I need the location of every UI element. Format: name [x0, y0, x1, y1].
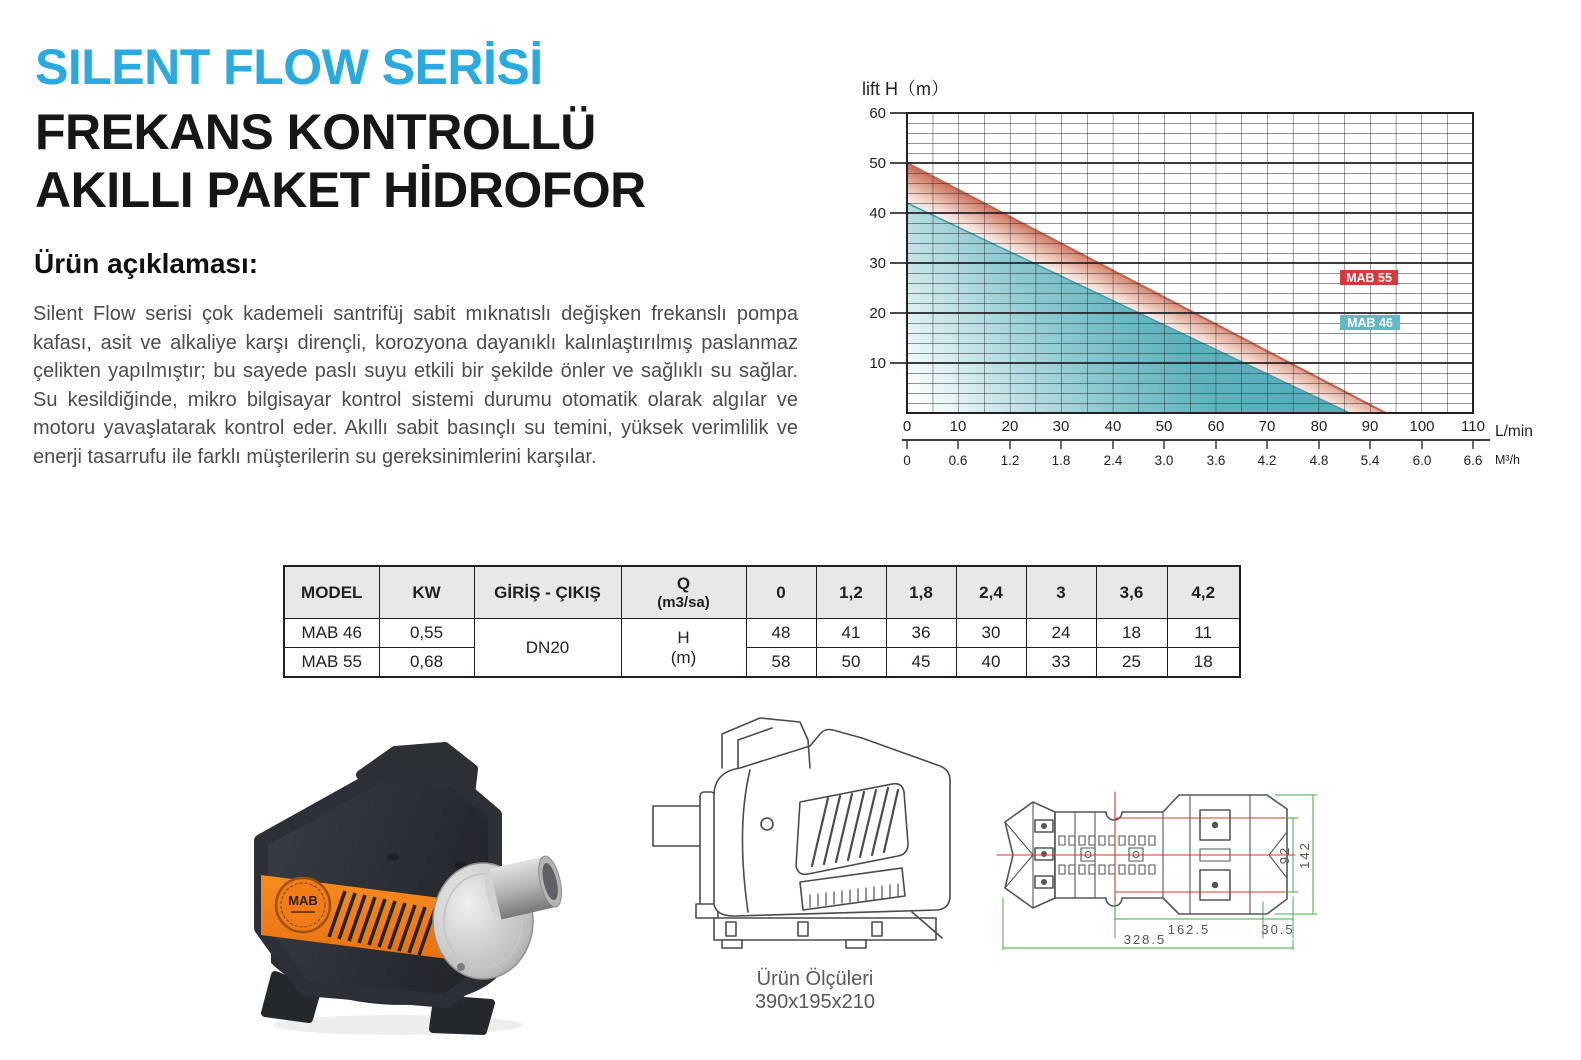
chart-grid: [907, 113, 1473, 413]
dimension-label-pump-length: 162.5: [1167, 922, 1211, 937]
col-header-flow: 3: [1026, 566, 1096, 619]
value-cell: 33: [1026, 648, 1096, 678]
table-header-row: [284, 566, 1240, 619]
x-tick-m3h: 1.8: [1051, 453, 1071, 468]
product-photo-svg: [243, 723, 563, 1043]
x-tick-lmin: 60: [1207, 418, 1225, 435]
y-tick: 20: [869, 305, 886, 322]
kw-cell: 0,68: [379, 648, 474, 678]
y-tick: 60: [869, 105, 886, 122]
inlet-pipe: [653, 806, 703, 846]
dimension-label-total-length: 328.5: [1123, 932, 1167, 947]
value-cell: 40: [956, 648, 1026, 678]
y-tick: 40: [869, 205, 886, 222]
x-tick-m3h: 5.4: [1360, 453, 1380, 468]
col-header-model: MODEL: [284, 566, 379, 619]
value-cell: 45: [886, 648, 956, 678]
drawing-caption-title: Ürün Ölçüleri: [756, 968, 874, 990]
x-tick-m3h: 2.4: [1103, 453, 1123, 468]
x-tick-lmin: 10: [949, 418, 967, 435]
x-axis-lmin: [903, 418, 1485, 435]
x-tick-lmin: 0: [902, 418, 912, 435]
x-tick-m3h: 3.0: [1154, 453, 1174, 468]
dimension-label-inner-width: 92: [1277, 845, 1292, 865]
value-cell: 30: [956, 619, 1026, 648]
value-cell: 25: [1096, 648, 1167, 678]
x-tick-m3h: 0: [903, 453, 911, 468]
y-tick: 30: [869, 255, 886, 272]
technical-drawing-bottom: [995, 752, 1340, 957]
col-header-kw: KW: [379, 566, 474, 619]
x-tick-lmin: 100: [1409, 418, 1435, 435]
y-tick: 50: [869, 155, 886, 172]
table-row-mab46: [284, 619, 1240, 648]
model-cell: MAB 55: [284, 648, 379, 678]
x-tick-m3h: 4.8: [1309, 453, 1329, 468]
x-tick-lmin: 90: [1361, 418, 1379, 435]
x-tick-m3h: 6.0: [1412, 453, 1432, 468]
x-tick-lmin: 40: [1104, 418, 1122, 435]
bolt-hole: [387, 854, 399, 861]
value-cell: 50: [816, 648, 886, 678]
x-tick-m3h: 4.2: [1257, 453, 1277, 468]
x-tick-m3h: 1.2: [1000, 453, 1020, 468]
description-heading: Ürün açıklaması:: [34, 248, 259, 279]
product-photo: [243, 723, 563, 1043]
value-cell: 24: [1026, 619, 1096, 648]
mab-logo-text: MAB: [288, 893, 318, 908]
value-cell: 36: [886, 619, 956, 648]
base-plate: [714, 918, 936, 940]
x-tick-m3h: 3.6: [1206, 453, 1226, 468]
product-title-line2: AKILLI PAKET HİDROFOR: [35, 161, 646, 218]
q-header-line1: Q: [676, 573, 691, 593]
x-tick-lmin: 30: [1052, 418, 1070, 435]
col-header-flow: 0: [746, 566, 816, 619]
performance-chart: [852, 68, 1552, 478]
x-axis-unit-lmin: L/min: [1495, 423, 1533, 440]
drawing-caption-dimensions: 390x195x210: [754, 991, 876, 1013]
value-cell: 18: [1167, 648, 1240, 678]
description-text: Silent Flow serisi çok kademeli santrifüj sabit mıknatıslı değişken frekanslı pompa kafası, asit ve alkaliye karşı dirençli, korozyona dayanıklı kalınlaştırılmış paslanmaz çelikten yapılmıştır; bu sayede paslı suyu etkili bir şekilde önler ve sağlıklı su sağlar. Su kesildiğinde, mikro bilgisayar kontrol sistemi durumu otomatik olarak algılar ve motoru yavaşlatarak kontrol eder. Akıllı sabit basınçlı su temini, yüksek verimlilik ve enerji tasarrufu ile farklı müşterilerin su gereksinimlerini karşılar.: [33, 303, 798, 468]
performance-chart-svg: [852, 68, 1552, 478]
value-cell: 11: [1167, 619, 1240, 648]
value-cell: 48: [746, 619, 816, 648]
y-tick: 10: [869, 355, 886, 372]
mab-logo: [276, 878, 330, 932]
q-header-line2: (m3/sa): [657, 594, 710, 612]
mab46-badge: [1340, 315, 1400, 330]
product-title: [35, 104, 646, 219]
h-label-line1: H: [677, 627, 690, 647]
value-cell: 18: [1096, 619, 1167, 648]
giris-cikis-cell: DN20: [474, 619, 621, 678]
dimension-label-outer-width: 142: [1297, 841, 1312, 869]
dimension-label-end-length: 30.5: [1261, 922, 1295, 937]
x-tick-lmin: 50: [1155, 418, 1173, 435]
kw-cell: 0,55: [379, 619, 474, 648]
x-tick-lmin: 70: [1258, 418, 1276, 435]
h-m-cell: [621, 619, 746, 678]
col-header-flow: 1,2: [816, 566, 886, 619]
y-axis: [869, 105, 906, 372]
mab55-badge-label: MAB 55: [1346, 271, 1392, 285]
x-tick-lmin: 80: [1310, 418, 1328, 435]
x-tick-lmin: 110: [1461, 418, 1485, 435]
col-header-giris-cikis: GİRİŞ - ÇIKIŞ: [474, 566, 621, 619]
value-cell: 58: [746, 648, 816, 678]
x-axis-line: [902, 440, 1490, 449]
x-axis-m3h: [903, 453, 1482, 468]
col-header-flow: 3,6: [1096, 566, 1167, 619]
mab55-badge: [1340, 270, 1398, 285]
drawing-caption: [650, 968, 980, 1014]
chart-title: lift H（m）: [862, 79, 949, 99]
h-label-line2: (m): [670, 647, 697, 667]
series-title: SILENT FLOW SERİSİ: [35, 39, 543, 95]
value-cell: 41: [816, 619, 886, 648]
col-header-flow: 2,4: [956, 566, 1026, 619]
model-cell: MAB 46: [284, 619, 379, 648]
x-axis-unit-m3h: M³/h: [1495, 453, 1520, 467]
table-row-mab55: [284, 648, 1240, 678]
x-tick-m3h: 0.6: [948, 453, 968, 468]
mab46-badge-label: MAB 46: [1347, 316, 1393, 330]
x-tick-lmin: 20: [1001, 418, 1019, 435]
col-header-flow: 1,8: [886, 566, 956, 619]
spec-table: [283, 565, 1241, 678]
col-header-flow: 4,2: [1167, 566, 1240, 619]
product-title-line1: FREKANS KONTROLLÜ: [35, 104, 596, 160]
x-tick-m3h: 6.6: [1463, 453, 1483, 468]
inlet-flange: [700, 792, 715, 908]
col-header-q: [621, 566, 746, 619]
technical-drawing-side: [650, 706, 980, 958]
technical-drawing-bottom-svg: [995, 752, 1340, 957]
technical-drawing-side-svg: [650, 706, 980, 958]
